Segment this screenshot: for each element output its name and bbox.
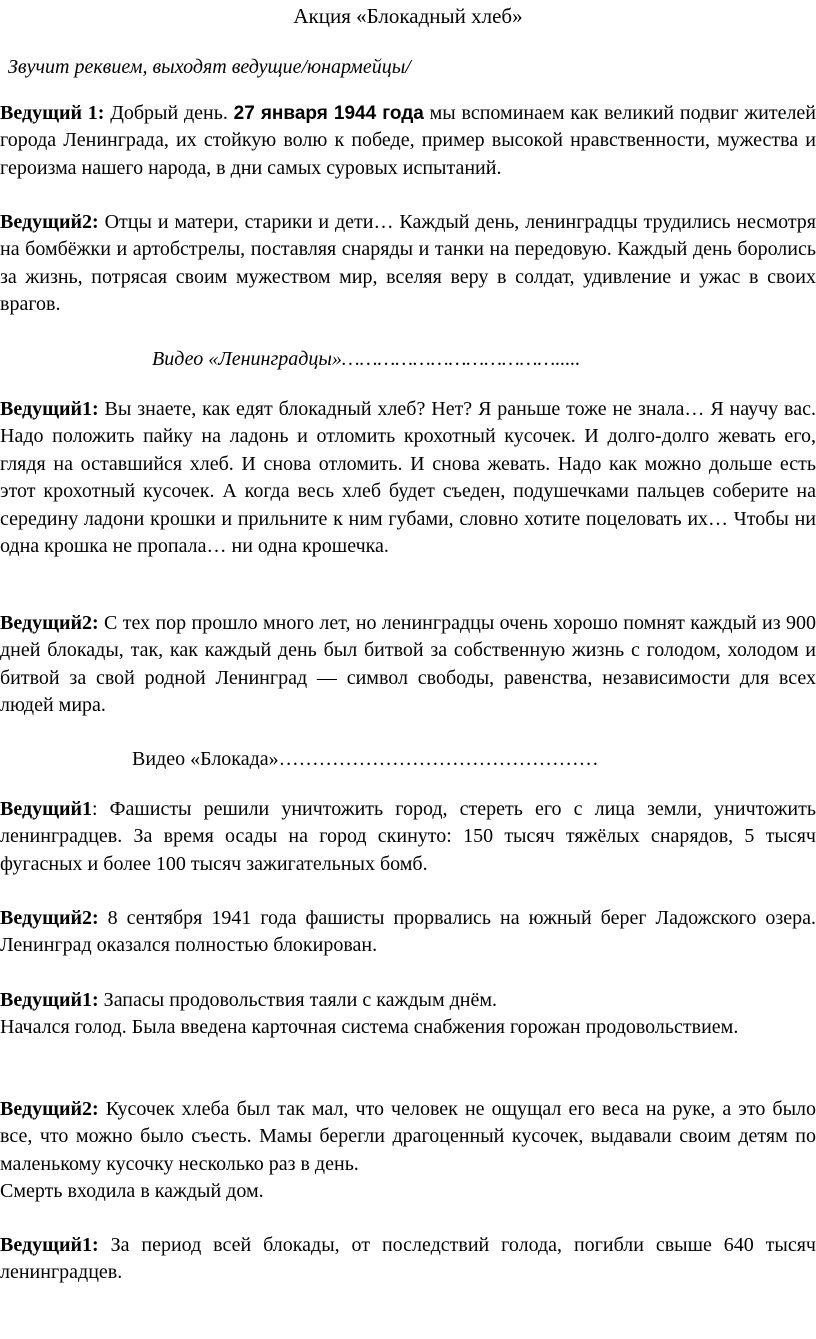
paragraph-9 <box>0 1232 816 1287</box>
paragraph-text: Кусочек хлеба был так мал, что человек не ощущал его веса на руке, а это было все, что можно было съесть. Мамы берегли драгоценный кусочек, выдавали своим детям по маленькому кусочку несколько раз в день. <box>0 1098 816 1175</box>
paragraph-2 <box>0 209 816 319</box>
speaker-label: Ведущий1: <box>0 989 99 1011</box>
document-title: Акция «Блокадный хлеб» <box>293 4 523 28</box>
paragraph-3 <box>0 396 816 560</box>
paragraph-text: мы вспоминаем как великий подвиг жителей города Ленинграда, их стойкую волю к победе, пример высокой нравственности, мужества и героизма нашего народа, в дни самых суровых испытаний. <box>0 102 816 179</box>
video-cue-leningradtsy: Видео «Ленинградцы»………………………………..... <box>152 348 581 370</box>
paragraph-7 <box>0 987 816 1042</box>
paragraph-8 <box>0 1096 816 1206</box>
paragraph-text: Вы знаете, как едят блокадный хлеб? Нет? Я раньше тоже не знала… Я научу вас. Надо положить пайку на ладонь и отломить крохотный кусочек. И долго-долго жевать его, глядя на оставшийся хлеб. И снова отломить. И снова жевать. Надо как можно дольше есть этот крохотный кусочек. А когда весь хлеб будет съеден, подушечками пальцев соберите на середину ладони крошки и прильните к ним губами, словно хотите поцеловать их… Чтобы ни одна крошка не пропала… ни одна крошечка. <box>0 398 816 558</box>
paragraph-text: С тех пор прошло много лет, но ленинградцы очень хорошо помнят каждый из 900 дней блокады, так, как каждый день был битвой за собственную жизнь с голодом, холодом и битвой за свой родной Ленинград — символ свободы, равенства, независимости для всех людей мира. <box>0 612 816 717</box>
paragraph-text: За период всей блокады, от последствий голода, погибли свыше 640 тысяч ленинградцев. <box>0 1234 816 1284</box>
speaker-label: Ведущий 1: <box>0 102 105 124</box>
speaker-label: Ведущий2: <box>0 907 99 929</box>
stage-direction: Звучит реквием, выходят ведущие/юнармейцы/ <box>8 56 411 78</box>
paragraph-text: 8 сентября 1941 года фашисты прорвались на южный берег Ладожского озера. Ленинград оказался полностью блокирован. <box>0 907 816 957</box>
paragraph-text-pre: Добрый день. <box>104 102 234 124</box>
speaker-label: Ведущий1 <box>0 798 93 820</box>
paragraph-5 <box>0 796 816 878</box>
paragraph-text-continued: Начался голод. Была введена карточная система снабжения горожан продовольствием. <box>0 1016 739 1039</box>
speaker-label: Ведущий2: <box>0 1098 99 1120</box>
paragraph-text-continued: Смерть входила в каждый дом. <box>0 1180 264 1203</box>
date-emphasis: 27 января 1944 года <box>233 103 424 124</box>
speaker-label: Ведущий2: <box>0 211 99 233</box>
speaker-label: Ведущий1: <box>0 1234 99 1256</box>
video-cue-blokada: Видео «Блокада»………………………………………… <box>132 748 599 770</box>
paragraph-text: Отцы и матери, старики и дети… Каждый день, ленинградцы трудились несмотря на бомбёжки и артобстрелы, поставляя снаряды и танки на передовую. Каждый день боролись за жизнь, потрясая своим мужеством мир, вселяя веру в солдат, удивление и ужас в своих врагов. <box>0 211 816 316</box>
paragraph-4 <box>0 610 816 720</box>
paragraph-6 <box>0 905 816 960</box>
speaker-label: Ведущий1: <box>0 398 99 420</box>
paragraph-1 <box>0 100 816 182</box>
speaker-label: Ведущий2: <box>0 612 99 634</box>
paragraph-text: : Фашисты решили уничтожить город, стереть его с лица земли, уничтожить ленинградцев. За время осады на город скинуто: 150 тысяч тяжёлых снарядов, 5 тысяч фугасных и более 100 тысяч зажигательных бомб. <box>0 798 816 875</box>
paragraph-text: Запасы продовольствия таяли с каждым днём. <box>98 989 498 1011</box>
